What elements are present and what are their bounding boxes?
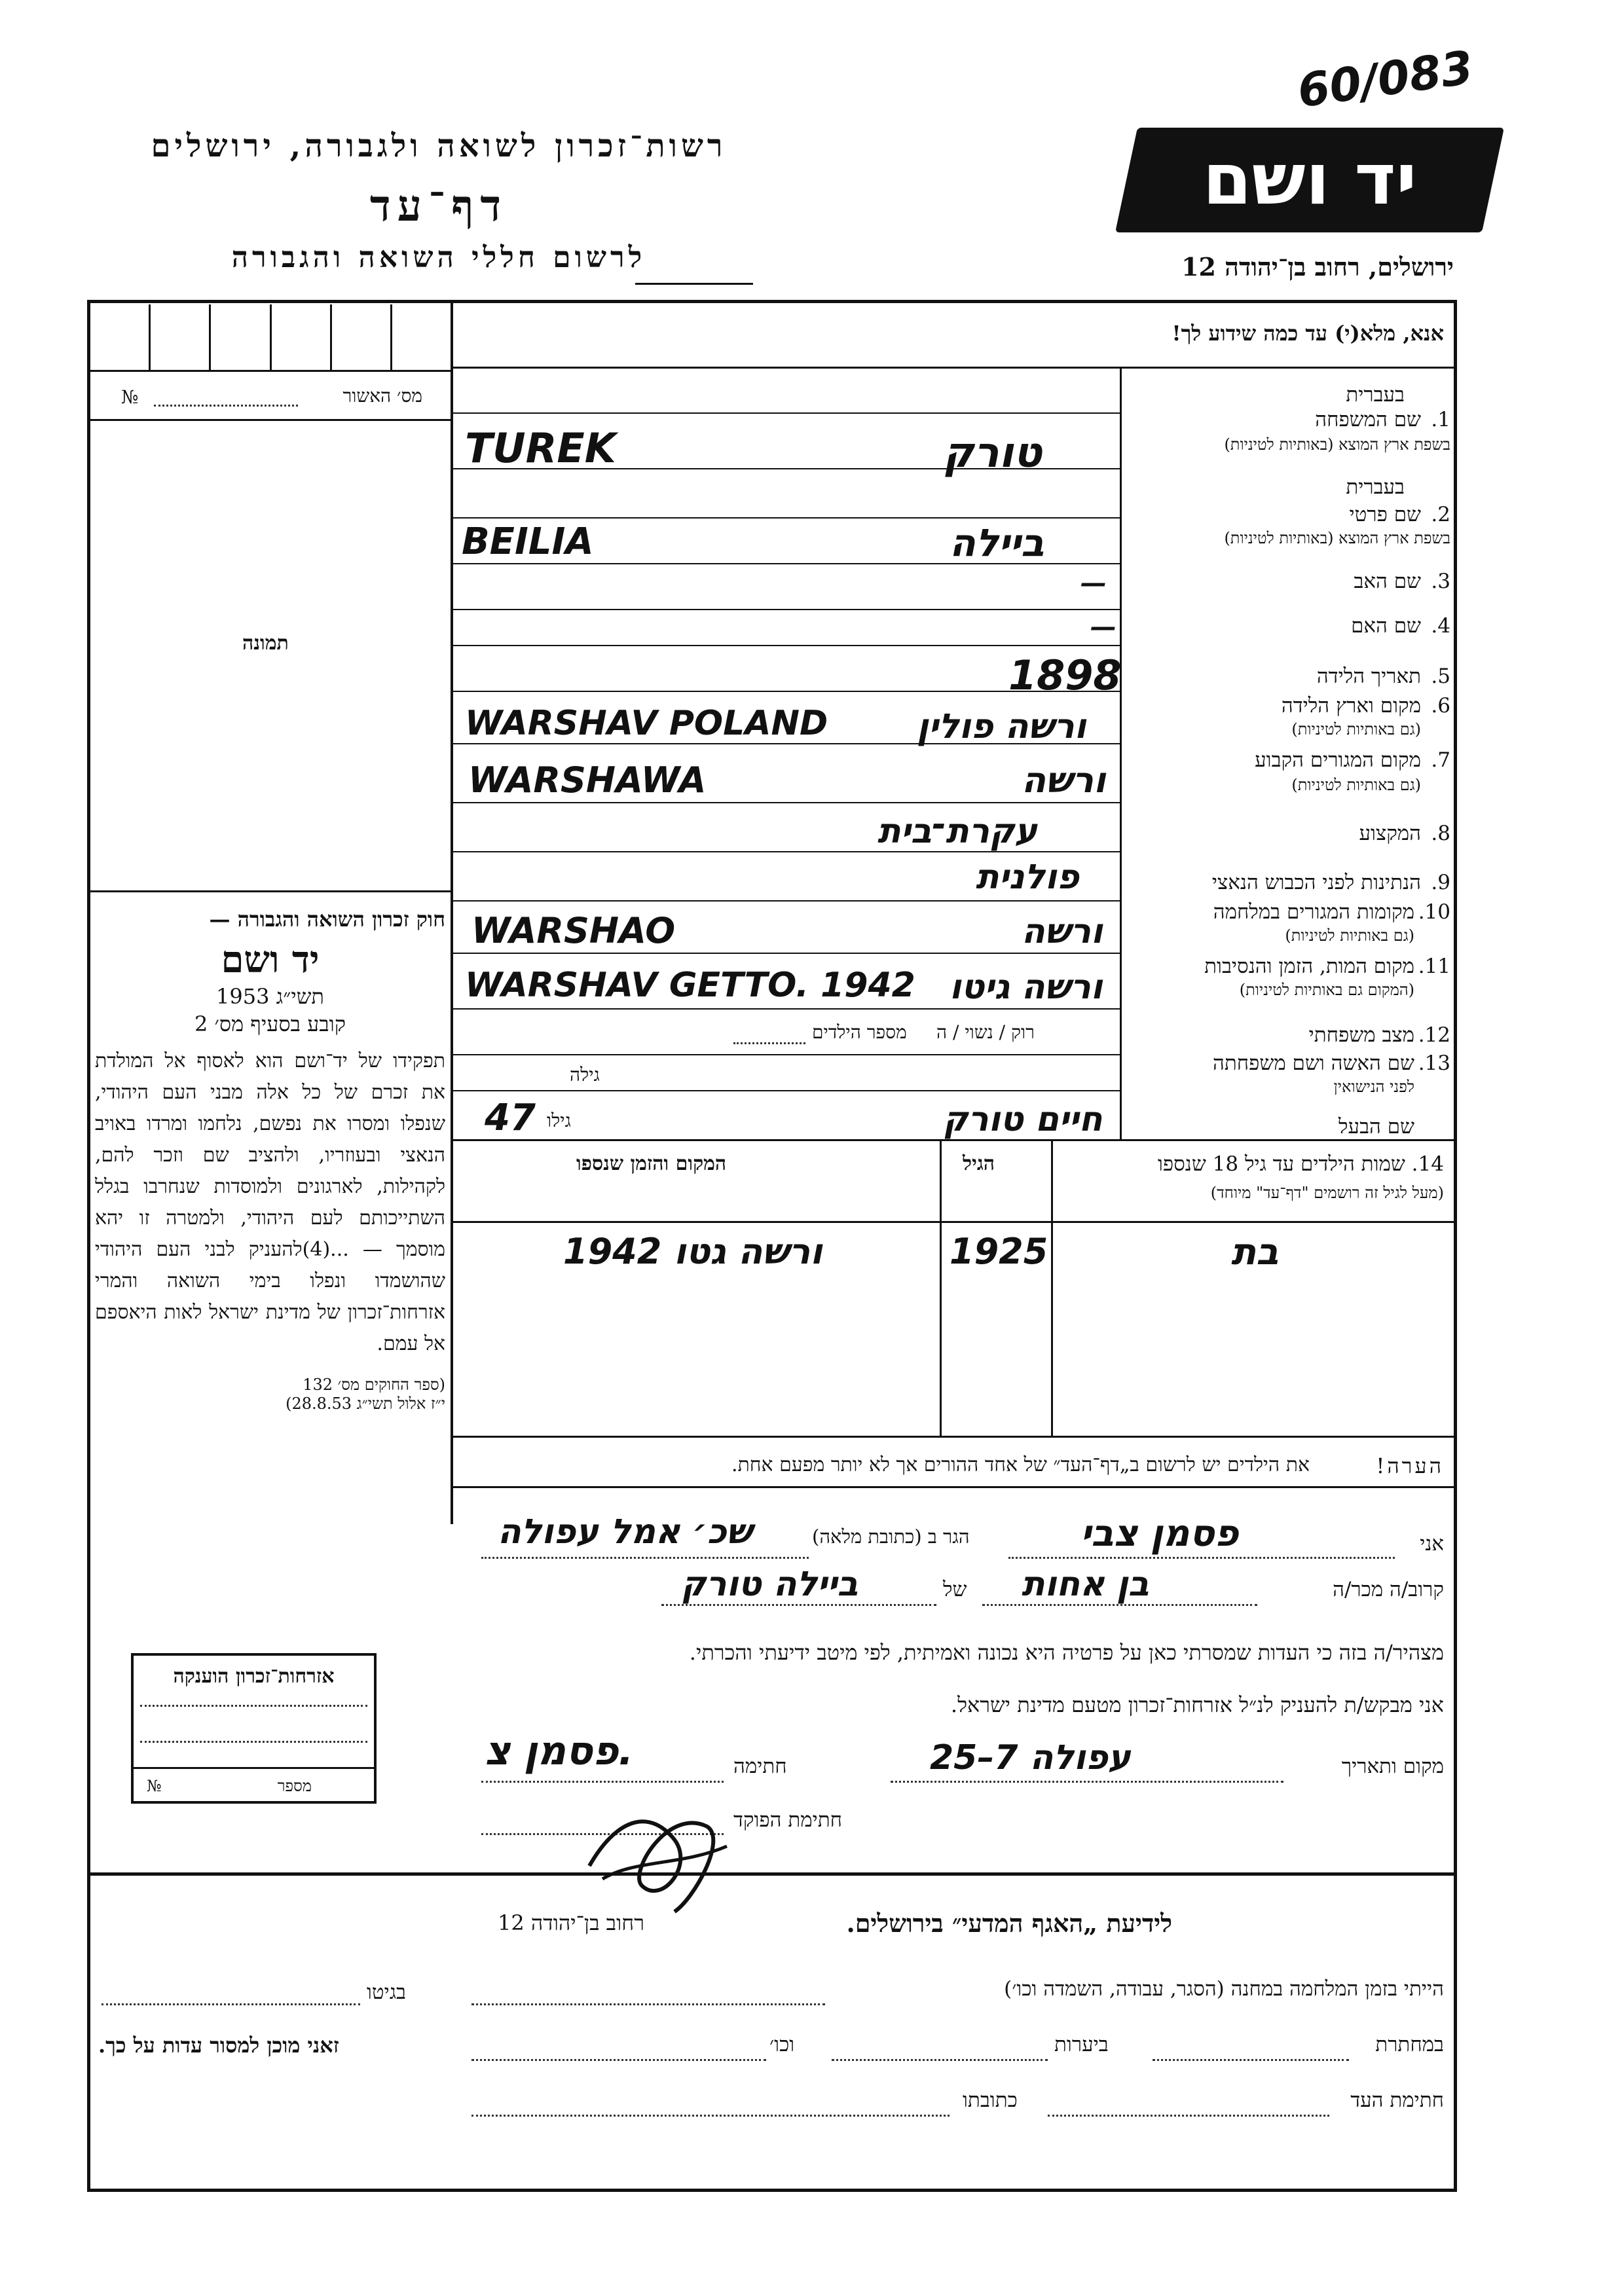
decl-of: של: [943, 1578, 967, 1601]
residence-latin: WARSHAWA: [468, 759, 707, 801]
decl-request: אני מבקש/ת להעניק לנ״ל אזרחות־זכרון מטעם מדינת ישראל.: [950, 1692, 1444, 1717]
decl-signature: פסמן צ.: [485, 1728, 634, 1774]
birth-year: 1898: [1008, 651, 1122, 699]
children-header-names: 14. שמות הילדים עד גיל 18 שנספו: [1157, 1152, 1444, 1176]
death-latin: WARSHAV GETTO. 1942: [465, 966, 915, 1005]
info-underground: במחתרת: [1375, 2033, 1444, 2056]
law-title: חוק זכרון השואה והגבורה —: [209, 907, 445, 932]
row-9-num: 9.: [1431, 871, 1450, 894]
row-7-label: מקום המגורים הקבוע: [1255, 748, 1421, 772]
citizenship-number: מספר: [277, 1777, 312, 1795]
row-6-sub: (גם באותיות לטיניות): [1291, 720, 1421, 738]
nationality: פולנית: [976, 858, 1079, 897]
logo-text: יד ושם: [1202, 139, 1417, 221]
intro-text: אנא, מלא(י) עד כמה שידוע לך!: [1172, 321, 1444, 346]
info-ghetto: בגיטו: [367, 1980, 406, 2004]
citizenship-no: №: [147, 1777, 162, 1795]
law-ref: (ספר החוקים מס׳ 132: [303, 1376, 445, 1394]
header-underline: [635, 283, 753, 285]
row-1-num: 1.: [1431, 408, 1450, 431]
decl-signature-label: חתימה: [733, 1755, 787, 1778]
row-4-num: 4.: [1431, 614, 1450, 638]
info-address-label: כתובתו: [963, 2088, 1018, 2112]
mother-name: —: [1090, 612, 1116, 642]
row-11-sub: (המקום גם באותיות לטיניות): [1239, 981, 1414, 999]
info-address: רחוב בן־יהודה 12: [498, 1910, 644, 1935]
row-2-num: 2.: [1431, 503, 1450, 526]
marital-options: רוק / נשוי / ה: [936, 1021, 1035, 1043]
father-name: —: [1080, 568, 1107, 598]
law-body: תפקידו של יד־ושם הוא לאסוף אל המולדת את זכרם של כל אלה מבני העם היהודי, שנפלו ומסרו את נפשם, נלחמו ומרדו באויב הנאצי ובעוזריו, ולהציב שם וזכר להם, לקהילות, לארגונים ולמוסדות שנחרבו בגלל השתייכותם לעם היהודי, ולמטרה זו יהא מוסמך — ...(4)להעניק לבני העם היהודי שהושמדו ונפלו בימי השואה והמרי אזרחות־זכרון של מדינת ישראל לאות היאספם אל עמם.: [95, 1049, 446, 1355]
row-3-num: 3.: [1431, 570, 1450, 593]
surname-latin: TUREK: [465, 424, 616, 472]
surname-hebrew: טורק: [943, 429, 1043, 477]
stamp-number: 60/083: [1294, 40, 1477, 118]
law-name: יד ושם: [221, 938, 320, 981]
row-8-label: המקצוע: [1359, 822, 1421, 845]
husband-name: חיים טורק: [943, 1100, 1103, 1139]
child-age: 1925: [950, 1231, 1048, 1272]
row-2-label: שם פרטי: [1349, 503, 1421, 526]
decl-relative-value: בן אחות: [1022, 1565, 1149, 1604]
children-count-label: מספר הילדים: [812, 1021, 907, 1043]
birthplace-latin: WARSHAV POLAND: [465, 704, 828, 743]
husband-age: 47: [485, 1097, 536, 1139]
law-ref2: י״ז אלול תשי״ג 28.8.53): [286, 1394, 445, 1413]
yad-vashem-logo: [1115, 128, 1504, 232]
left-column-divider: [451, 300, 453, 1524]
row-10-sub: (גם באותיות לטיניות): [1285, 926, 1414, 945]
row-6-label: מקום וארץ הלידה: [1281, 694, 1421, 718]
children-header-age: הגיל: [963, 1152, 995, 1175]
decl-place-date: מקום ותאריך: [1341, 1755, 1444, 1778]
child-name: בת: [1231, 1231, 1279, 1273]
decl-lives: הגר ב (כתובת מלאה): [812, 1525, 970, 1548]
wife-age-label: גילה: [570, 1064, 600, 1085]
row-3-label: שם האב: [1354, 570, 1421, 593]
residence-hebrew: ורשה: [1022, 759, 1106, 801]
row-7-sub: (גם באותיות לטיניות): [1291, 776, 1421, 794]
children-header-place: המקום והזמן שנספו: [576, 1152, 727, 1175]
row-8-num: 8.: [1431, 822, 1450, 845]
decl-relative: קרוב/ה מכר/ה: [1333, 1578, 1444, 1601]
war-residence-hebrew: ורשה: [1022, 912, 1103, 951]
husband-age-label: גילו: [547, 1110, 571, 1131]
row-5-label: תאריך הלידה: [1316, 665, 1421, 688]
row-4-label: שם האם: [1351, 614, 1421, 638]
officer-signature-mark: [576, 1768, 747, 1925]
note-text: את הילדים יש לרשום ב„דף־העד״ של אחד ההורים אך לא יותר מפעם אחת.: [731, 1453, 1310, 1476]
info-witness-signature: חתימת העד: [1350, 2088, 1444, 2112]
info-etc: וכו׳: [769, 2033, 795, 2056]
photo-label: תמונה: [242, 632, 289, 655]
approval-label: מס׳ האשור: [342, 385, 422, 407]
approval-no: №: [121, 386, 139, 408]
row-6-num: 6.: [1431, 694, 1450, 718]
decl-officer-signature: חתימת הפוקד: [733, 1808, 843, 1832]
husband-label: שם הבעל: [1338, 1115, 1414, 1139]
row-1-label: שם המשפחה: [1315, 408, 1421, 431]
in-hebrew-2: בעברית: [1346, 475, 1405, 499]
decl-of-value: ביילה טורק: [681, 1565, 858, 1604]
decl-name: פסמן צבי: [1080, 1512, 1239, 1555]
child-place: ורשה גטו 1942: [563, 1231, 822, 1272]
decl-address: שכ׳ אמל עפולה: [498, 1512, 752, 1552]
row-13-label: שם האשה ושם משפחתה: [1213, 1051, 1414, 1075]
address-header: ירושלים, רחוב בן־יהודה 12: [1181, 252, 1454, 282]
firstname-latin: BEILIA: [462, 520, 594, 563]
in-hebrew-1: בעברית: [1346, 383, 1405, 407]
children-header-sub: (מעל לגיל זה רושמים "דף־עד" מיוחד): [1210, 1184, 1444, 1202]
info-forests: ביערות: [1054, 2033, 1109, 2056]
citizenship-box: [131, 1653, 377, 1804]
row-1-sub: בשפת ארץ המוצא (באותיות לטיניות): [1224, 435, 1450, 454]
war-residence-latin: WARSHAO: [471, 910, 676, 951]
row-10-label: מקומות המגורים במלחמה: [1213, 900, 1414, 924]
law-section: [95, 907, 445, 1413]
law-clause: קובע בסעיף מס׳ 2: [194, 1011, 346, 1036]
row-12-label: מצב משפחתי: [1308, 1023, 1414, 1047]
row-13-num: 13.: [1418, 1051, 1450, 1075]
citizenship-title: אזרחות־זכרון הוענקה: [173, 1665, 335, 1688]
row-5-num: 5.: [1431, 665, 1450, 688]
info-line1: הייתי בזמן המלחמה במחנה (הסגר, עבודה, השמדה וכו׳): [1004, 1977, 1444, 2001]
row-2-sub: בשפת ארץ המוצא (באותיות לטיניות): [1224, 529, 1450, 547]
row-10-num: 10.: [1418, 900, 1450, 924]
decl-ani: אני: [1420, 1532, 1444, 1556]
checkbox-strip: [90, 304, 451, 370]
row-7-num: 7.: [1431, 748, 1450, 772]
form-subtitle: לרשום חללי השואה והגבורה: [231, 241, 646, 274]
info-willing: זאני מוכן למסור עדות על כך.: [98, 2033, 339, 2058]
form-title: דף־עד: [369, 180, 508, 231]
decl-place-date-value: עפולה 7–25: [930, 1738, 1131, 1777]
row-11-num: 11.: [1418, 955, 1450, 978]
death-hebrew: ורשה גיטו: [950, 968, 1103, 1007]
row-12-num: 12.: [1418, 1023, 1450, 1047]
birthplace-hebrew: ורשה פולין: [917, 707, 1086, 746]
note-label: הערה!: [1376, 1453, 1444, 1478]
profession: עקרת־בית: [877, 812, 1037, 851]
decl-statement: מצהיר/ה בזה כי העדות שמסרתי כאן על פרטיה היא נכונה ואמיתית, לפי מיטב ידיעתי והכרתי.: [689, 1640, 1444, 1665]
info-title: לידיעת „האגף המדעי״ בירושלים.: [846, 1908, 1172, 1938]
row-11-label: מקום המות, הזמן והנסיבות: [1204, 955, 1414, 978]
institution-name: רשות־זכרון לשואה ולגבורה, ירושלים: [151, 128, 727, 164]
row-13-sub: לפני הנישואין: [1333, 1078, 1414, 1096]
row-9-label: הנתינות לפני הכבוש הנאצי: [1211, 871, 1421, 894]
firstname-hebrew: ביילה: [950, 520, 1044, 565]
law-year: תשי״ג 1953: [216, 984, 324, 1009]
form-labels: [1122, 369, 1457, 1141]
